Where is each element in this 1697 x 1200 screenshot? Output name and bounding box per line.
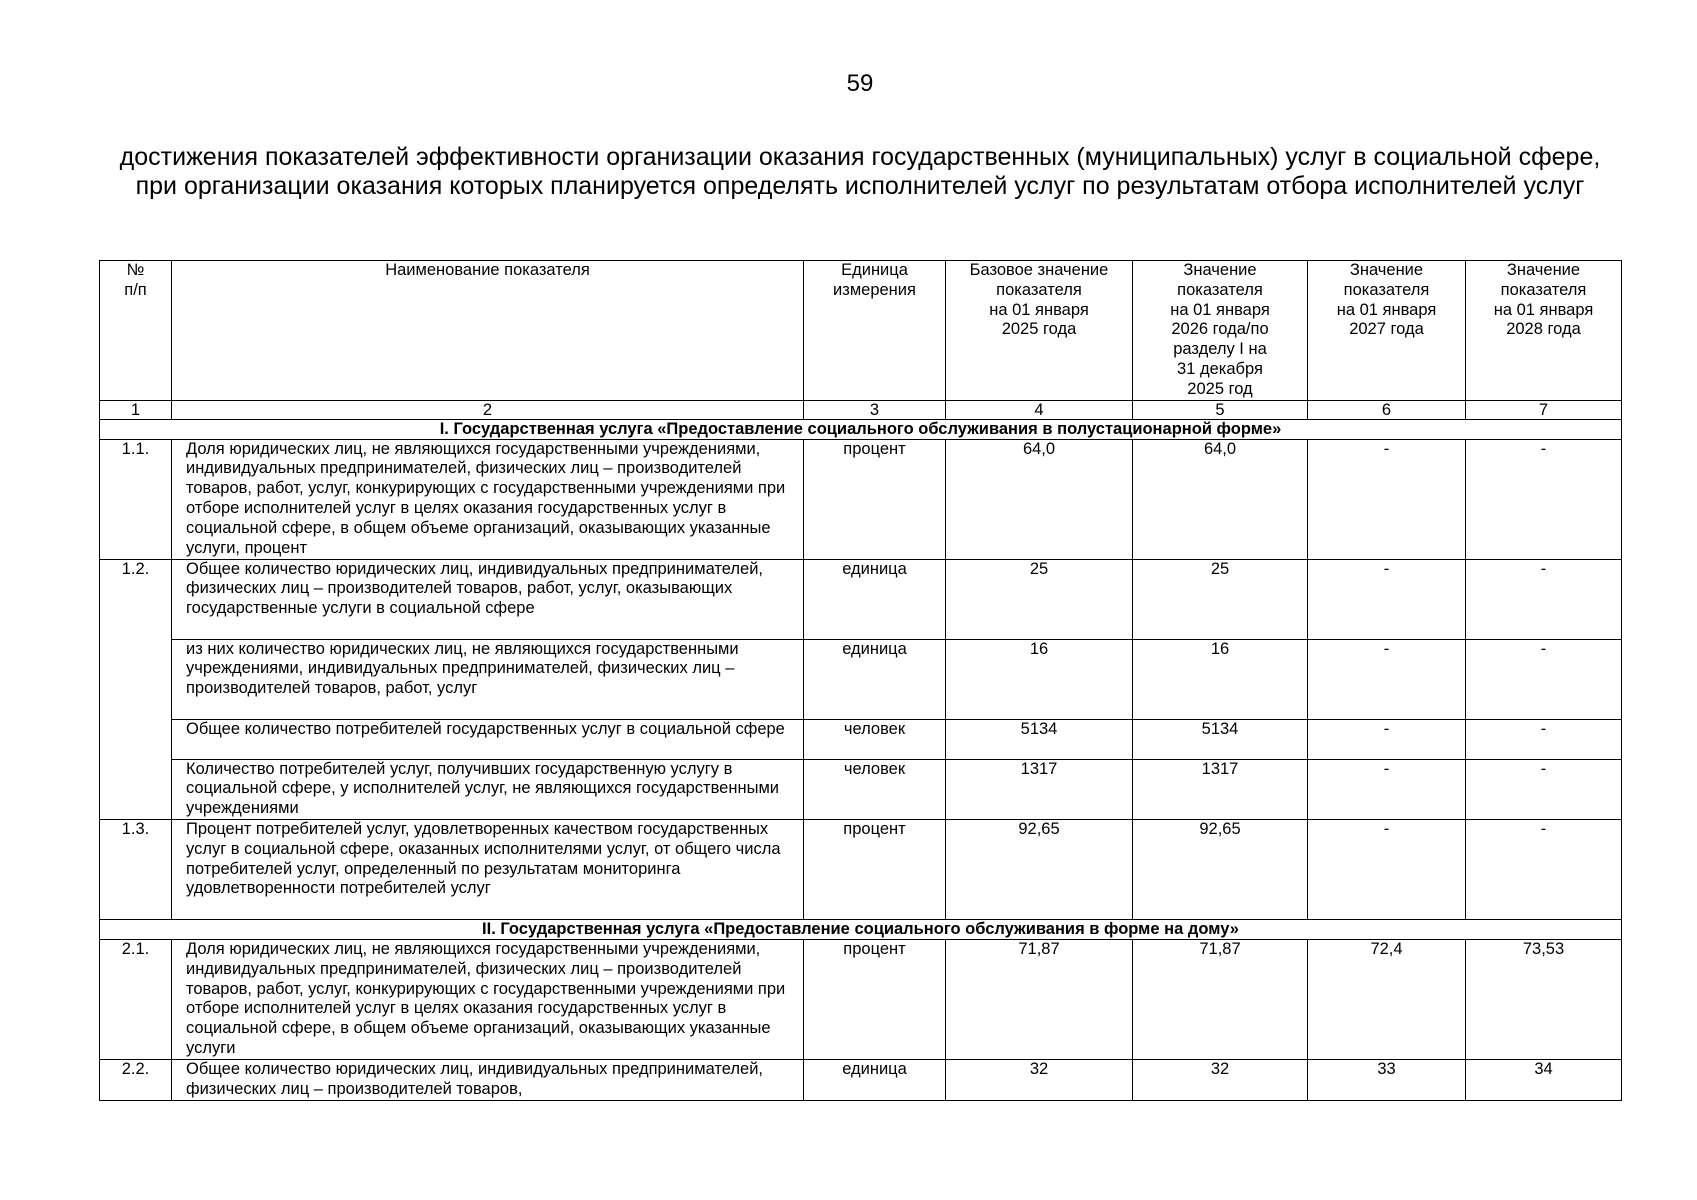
row-2028: -: [1466, 759, 1622, 819]
table-row: [100, 559, 1622, 639]
row-name: Доля юридических лиц, не являющихся государственными учреждениями, индивидуальных предпринимателей, физических лиц – производителей товаров, работ, услуг, конкурирующих с государственными учреждениями при отборе исполнителей услуг в целях оказания государственных услуг в социальной сфере, в общем объеме организаций, оказывающих указанные услуги: [172, 939, 804, 1059]
section-1-heading: [100, 419, 1622, 439]
row-num: 2.2.: [100, 1059, 172, 1100]
row-base: 92,65: [946, 819, 1133, 919]
table-row: [100, 819, 1622, 919]
row-base: 32: [946, 1059, 1133, 1100]
column-numbers-row: [100, 400, 1622, 419]
row-unit: единица: [804, 639, 946, 719]
row-base: 16: [946, 639, 1133, 719]
row-num: 1.3.: [100, 819, 172, 919]
header-name: Наименование показателя: [172, 261, 804, 401]
row-num: 1.2.: [100, 559, 172, 819]
row-2027: -: [1308, 639, 1466, 719]
row-name: Общее количество потребителей государственных услуг в социальной сфере: [172, 719, 804, 759]
row-base: 64,0: [946, 439, 1133, 559]
table-row: [100, 1059, 1622, 1100]
table-row: [100, 439, 1622, 559]
row-unit: процент: [804, 939, 946, 1059]
row-2026: 92,65: [1133, 819, 1308, 919]
header-unit: Единица измерения: [804, 261, 946, 401]
page-number: 59: [846, 70, 874, 97]
row-2027: -: [1308, 559, 1466, 639]
col-number: 7: [1466, 400, 1622, 419]
row-unit: процент: [804, 819, 946, 919]
row-2026: 64,0: [1133, 439, 1308, 559]
row-2028: 73,53: [1466, 939, 1622, 1059]
row-name: из них количество юридических лиц, не являющихся государственными учреждениями, индивидуальных предпринимателей, физических лиц – производителей товаров, работ, услуг: [172, 639, 804, 719]
row-2026: 32: [1133, 1059, 1308, 1100]
header-base: Базовое значение показателя на 01 января 2025 года: [946, 261, 1133, 401]
row-base: 5134: [946, 719, 1133, 759]
row-2026: 16: [1133, 639, 1308, 719]
row-2027: -: [1308, 759, 1466, 819]
header-num: № п/п: [100, 261, 172, 401]
col-number: 6: [1308, 400, 1466, 419]
row-2028: -: [1466, 719, 1622, 759]
indicators-table: [99, 260, 1622, 1101]
row-2028: -: [1466, 439, 1622, 559]
section-2-heading: [100, 919, 1622, 939]
row-unit: единица: [804, 559, 946, 639]
col-number: 3: [804, 400, 946, 419]
col-number: 2: [172, 400, 804, 419]
row-base: 1317: [946, 759, 1133, 819]
row-base: 71,87: [946, 939, 1133, 1059]
row-name: Общее количество юридических лиц, индивидуальных предпринимателей, физических лиц – производителей товаров, работ, услуг, оказывающих государственные услуги в социальной сфере: [172, 559, 804, 639]
row-name: Процент потребителей услуг, удовлетворенных качеством государственных услуг в социальной сфере, оказанных исполнителями услуг, от общего числа потребителей услуг, определенный по результатам мониторинга удовлетворенности потребителей услуг: [172, 819, 804, 919]
row-2026: 25: [1133, 559, 1308, 639]
row-name: Общее количество юридических лиц, индивидуальных предпринимателей, физических лиц – производителей товаров,: [172, 1059, 804, 1100]
col-number: 4: [946, 400, 1133, 419]
row-2027: 33: [1308, 1059, 1466, 1100]
document-title: достижения показателей эффективности организации оказания государственных (муниципальных) услуг в социальной сфере, при организации оказания которых планируется определять исполнителей услуг по результатам отбора исполнителей услуг: [119, 143, 1601, 200]
row-2026: 5134: [1133, 719, 1308, 759]
row-num: 2.1.: [100, 939, 172, 1059]
row-unit: человек: [804, 759, 946, 819]
row-2026: 1317: [1133, 759, 1308, 819]
table-header-row: [100, 261, 1622, 401]
row-2028: -: [1466, 819, 1622, 919]
row-name: Количество потребителей услуг, получивших государственную услугу в социальной сфере, у исполнителей услуг, не являющихся государственными учреждениями: [172, 759, 804, 819]
row-2027: -: [1308, 439, 1466, 559]
header-2027: Значение показателя на 01 января 2027 года: [1308, 261, 1466, 401]
row-unit: человек: [804, 719, 946, 759]
section-title: I. Государственная услуга «Предоставление социального обслуживания в полустационарной форме»: [100, 419, 1622, 439]
table-row: [100, 639, 1622, 719]
row-unit: процент: [804, 439, 946, 559]
row-name: Доля юридических лиц, не являющихся государственными учреждениями, индивидуальных предпринимателей, физических лиц – производителей товаров, работ, услуг, конкурирующих с государственными учреждениями при отборе исполнителей услуг в целях оказания государственных услуг в социальной сфере, в общем объеме организаций, оказывающих указанные услуги, процент: [172, 439, 804, 559]
row-2028: -: [1466, 639, 1622, 719]
table-row: [100, 719, 1622, 759]
col-number: 1: [100, 400, 172, 419]
row-2027: -: [1308, 819, 1466, 919]
header-2028: Значение показателя на 01 января 2028 года: [1466, 261, 1622, 401]
header-2026: Значение показателя на 01 января 2026 года/по разделу I на 31 декабря 2025 год: [1133, 261, 1308, 401]
row-2028: -: [1466, 559, 1622, 639]
table-row: [100, 759, 1622, 819]
col-number: 5: [1133, 400, 1308, 419]
row-num: 1.1.: [100, 439, 172, 559]
row-2027: -: [1308, 719, 1466, 759]
row-unit: единица: [804, 1059, 946, 1100]
row-2026: 71,87: [1133, 939, 1308, 1059]
row-2027: 72,4: [1308, 939, 1466, 1059]
section-title: II. Государственная услуга «Предоставление социального обслуживания в форме на дому»: [100, 919, 1622, 939]
table-row: [100, 939, 1622, 1059]
row-2028: 34: [1466, 1059, 1622, 1100]
row-base: 25: [946, 559, 1133, 639]
